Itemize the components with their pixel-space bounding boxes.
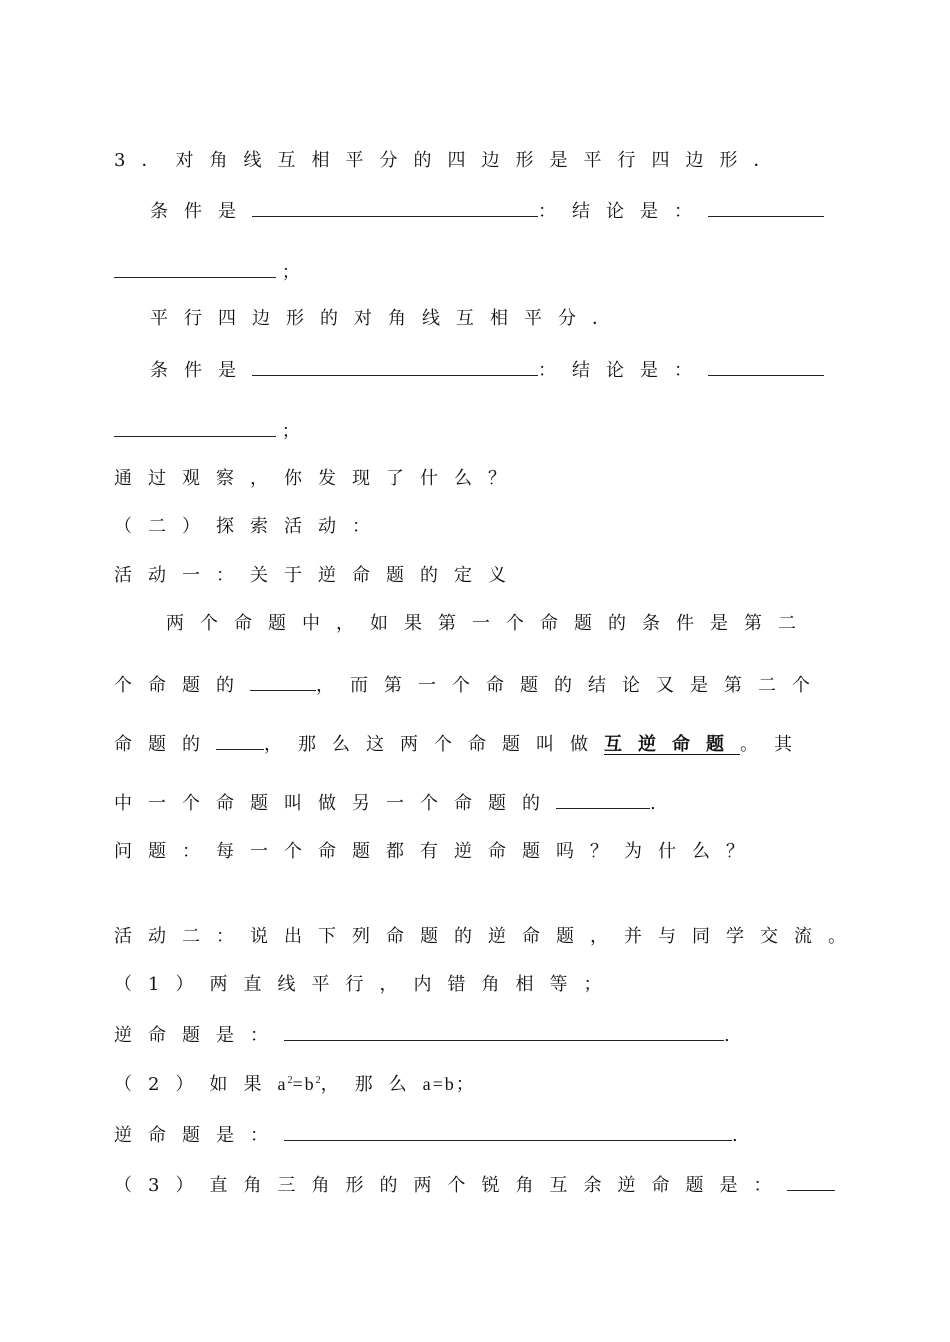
item3-second-statement: 平行四边形的对角线互相平分． [150, 308, 626, 329]
condition-label: 条件是 [150, 360, 252, 381]
activity2-title: 活动二：说出下列命题的逆命题，并与同学交流。 [114, 926, 862, 947]
inverse-label: 逆命题是： [114, 1025, 284, 1046]
observation-question: 通过观察，你发现了什么？ [114, 468, 522, 489]
formula-a-eq-b: a=b [422, 1074, 456, 1094]
def-text: 中一个命题叫做另一个命题的 [114, 793, 556, 814]
end-mark: ； [281, 262, 316, 283]
inverse-label: 逆命题是： [114, 1125, 284, 1146]
inverse-blank-1[interactable] [284, 1023, 724, 1041]
definition-line-4 [114, 791, 656, 815]
conclusion-blank-1b[interactable] [114, 260, 276, 278]
condition-label: 条件是 [150, 201, 252, 222]
conclusion-blank-2b[interactable] [114, 419, 276, 437]
def-text: ，而第一个命题的结论又是第二个 [316, 675, 826, 696]
item3-conclusion-cont-1 [114, 260, 316, 284]
proposition-3-row [114, 1173, 835, 1197]
inverse-row-1 [114, 1023, 730, 1047]
def-blank-1[interactable] [250, 673, 316, 691]
conclusion-label: ：结论是： [538, 360, 708, 381]
converse-question: 问题：每一个命题都有逆命题吗？为什么？ [114, 841, 760, 862]
inverse-blank-3[interactable] [787, 1173, 835, 1191]
period: . [724, 1025, 730, 1046]
condition-blank-2[interactable] [252, 358, 538, 376]
item3-condition-row-1 [150, 199, 824, 223]
condition-blank-1[interactable] [252, 199, 538, 217]
item3-condition-row-2 [150, 358, 824, 382]
p2-text: ，那么 [320, 1074, 423, 1095]
period: . [732, 1125, 738, 1146]
inverse-blank-2[interactable] [284, 1123, 732, 1141]
def-text: ，那么这两个命题叫做 [264, 734, 604, 755]
conclusion-label: ：结论是： [538, 201, 708, 222]
formula-part: a [277, 1074, 288, 1094]
formula-exponent: 2 [315, 1075, 321, 1086]
item3-heading: 3．对角线互相平分的四边形是平行四边形． [114, 150, 788, 171]
formula-exponent: 2 [287, 1075, 293, 1086]
activity1-title: 活动一：关于逆命题的定义 [114, 565, 522, 586]
proposition-1: （1）两直线平行，内错角相等； [114, 974, 618, 995]
def-blank-2[interactable] [216, 732, 264, 750]
item3-conclusion-cont-2 [114, 419, 316, 443]
mutual-converse-term: 互逆命题 [604, 734, 740, 755]
conclusion-blank-1a[interactable] [708, 199, 824, 217]
p3-text: （3）直角三角形的两个锐角互余逆命题是： [114, 1175, 788, 1196]
definition-line-1: 两个命题中，如果第一个命题的条件是第二 [166, 613, 812, 634]
def-blank-3[interactable] [556, 791, 650, 809]
def-end: . [650, 793, 656, 814]
definition-line-2 [114, 673, 826, 697]
formula-a2-eq-b2 [277, 1074, 320, 1094]
conclusion-blank-2a[interactable] [708, 358, 824, 376]
def-text: 命题的 [114, 734, 216, 755]
p2-text: （2）如果 [114, 1074, 278, 1095]
formula-part: =b [292, 1074, 316, 1094]
def-text: 个命题的 [114, 675, 250, 696]
end-mark: ； [281, 421, 316, 442]
inverse-row-2 [114, 1123, 738, 1147]
proposition-2 [114, 1073, 490, 1096]
definition-line-3 [114, 732, 808, 756]
def-text: 。其 [740, 734, 808, 755]
p2-end: ； [455, 1074, 490, 1095]
section2-title: （二）探索活动： [114, 516, 386, 537]
